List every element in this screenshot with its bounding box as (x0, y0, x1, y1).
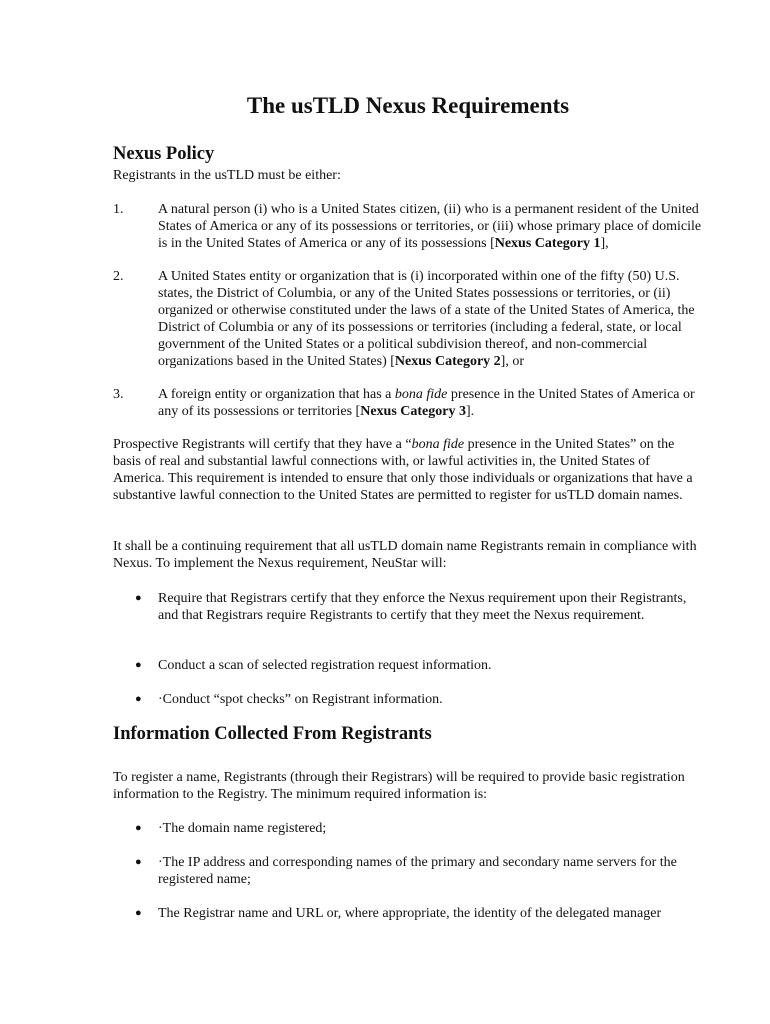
bullet-icon: ● (135, 592, 142, 604)
item-text: A natural person (i) who is a United States citizen, (ii) who is a permanent resident of the United States of America or any of its possessions or territories, or (iii) whose primary place of domicile is in the United States of America or any of its possessions [Nexus Category 1], (158, 202, 702, 251)
item-number: 3. (113, 387, 124, 402)
bona-fide-paragraph: Prospective Registrants will certify that they have a “bona fide presence in the United States” on the basis of real and substantial lawful connections with, or lawful activities in, the United States of America. This requirement is intended to ensure that only those individuals or organizations that have a substantive lawful connection to the United States are permitted to register for usTLD domain names. (113, 437, 693, 503)
list-item-text: Require that Registrars certify that they enforce the Nexus requirement upon their Registrants, and that Registrars require Registrants to certify that they meet the Nexus requirement. (158, 591, 687, 623)
bullet-icon: ● (135, 822, 142, 834)
item-number: 1. (113, 202, 124, 217)
bullet-icon: ● (135, 693, 142, 705)
list-item-text: Conduct a scan of selected registration request information. (158, 658, 492, 673)
list-item-text: ·Conduct “spot checks” on Registrant information. (158, 692, 443, 707)
list-item-text: The Registrar name and URL or, where appropriate, the identity of the delegated manager (158, 906, 662, 921)
list-item-text: ·The domain name registered; (158, 821, 327, 836)
bullet-icon: ● (135, 856, 142, 868)
nexus-intro: Registrants in the usTLD must be either: (113, 168, 341, 183)
continuing-requirement-paragraph: It shall be a continuing requirement that all usTLD domain name Registrants remain in compliance with Nexus. To implement the Nexus requirement, NeuStar will: (113, 539, 697, 571)
item-text: A foreign entity or organization that has a bona fide presence in the United States of America or any of its possessions or territories [Nexus Category 3]. (158, 387, 695, 419)
list-item-text: ·The IP address and corresponding names of the primary and secondary name servers for the registered name; (158, 855, 677, 887)
bullet-icon: ● (135, 907, 142, 919)
nexus-policy-heading: Nexus Policy (113, 144, 215, 164)
item-text: A United States entity or organization that is (i) incorporated within one of the fifty (50) U.S. states, the District of Columbia, or any of the United States possessions or territories, or (ii) organized or otherwise constituted under the laws of a state of the United States of America, the District of Columbia or any of its possessions or territories (including a federal, state, or local government of the United States or a political subdivision thereof, and non-commercial organizations based in the United States) [Nexus Category 2], or (158, 269, 695, 369)
registration-info-paragraph: To register a name, Registrants (through their Registrars) will be required to provide basic registration information to the Registry. The minimum required information is: (113, 770, 685, 802)
bullet-icon: ● (135, 659, 142, 671)
page-title: The usTLD Nexus Requirements (246, 93, 570, 118)
information-collected-heading: Information Collected From Registrants (113, 724, 432, 744)
item-number: 2. (113, 269, 124, 284)
